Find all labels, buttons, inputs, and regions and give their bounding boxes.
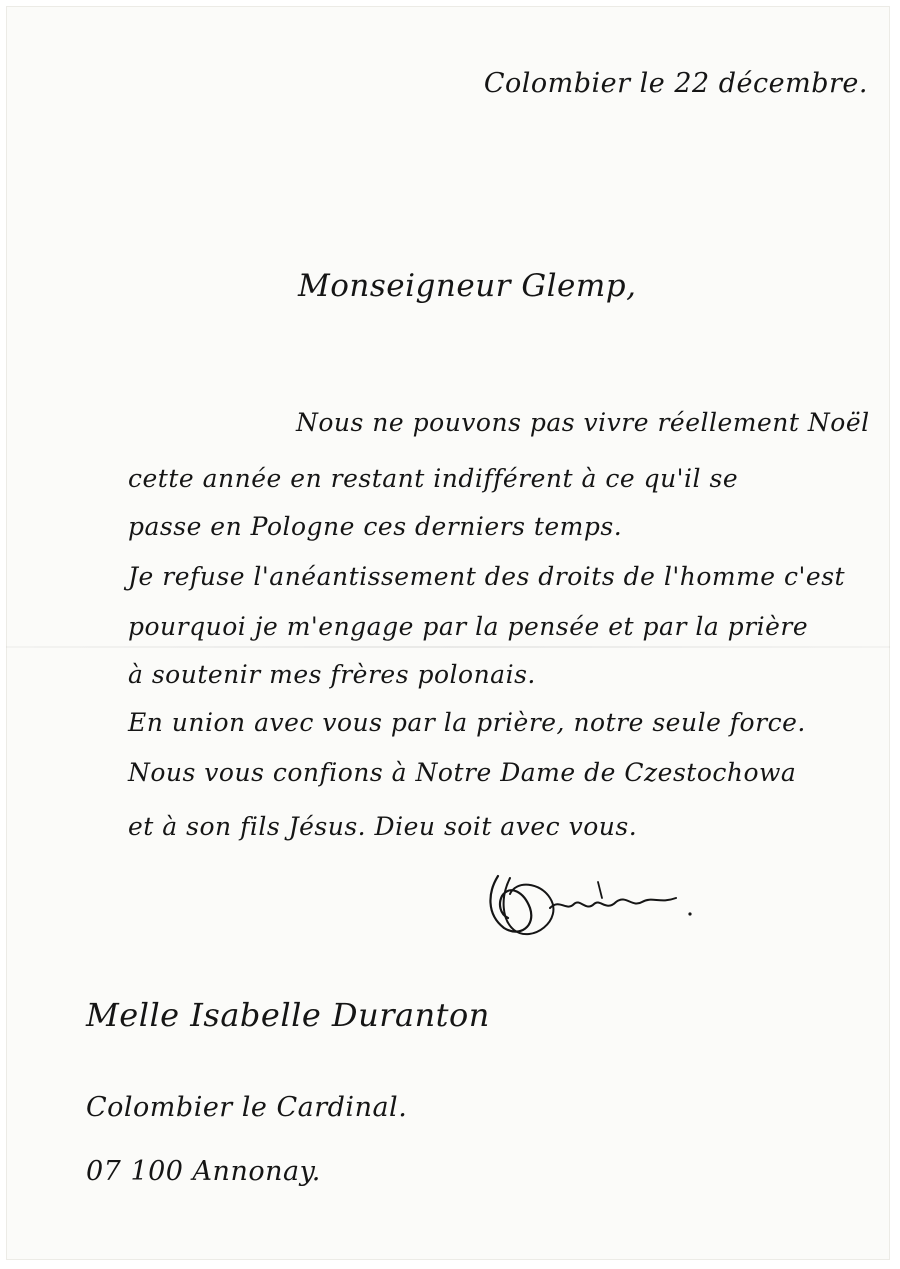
body-line: à soutenir mes frères polonais. [128,660,536,689]
body-line: Nous vous confions à Notre Dame de Czestochowa [128,758,797,787]
letter-date: Colombier le 22 décembre. [483,68,868,99]
sender-address-line: 07 100 Annonay. [86,1156,321,1187]
sender-name: Melle Isabelle Duranton [86,996,490,1034]
letter-salutation: Monseigneur Glemp, [298,268,637,304]
body-line: En union avec vous par la prière, notre seule force. [128,708,806,737]
body-line: Nous ne pouvons pas vivre réellement Noël [296,408,870,437]
body-line: Je refuse l'anéantissement des droits de l'homme c'est [128,562,846,591]
body-line: pourquoi je m'engage par la pensée et par la prière [128,612,809,641]
body-line: cette année en restant indifférent à ce qu'il se [128,464,739,493]
body-line: passe en Pologne ces derniers temps. [128,512,623,541]
letter-page [6,6,890,1260]
paper-fold [6,646,890,648]
sender-address-line: Colombier le Cardinal. [86,1092,408,1123]
body-line: et à son fils Jésus. Dieu soit avec vous. [128,812,638,841]
signature-scribble [480,868,700,940]
